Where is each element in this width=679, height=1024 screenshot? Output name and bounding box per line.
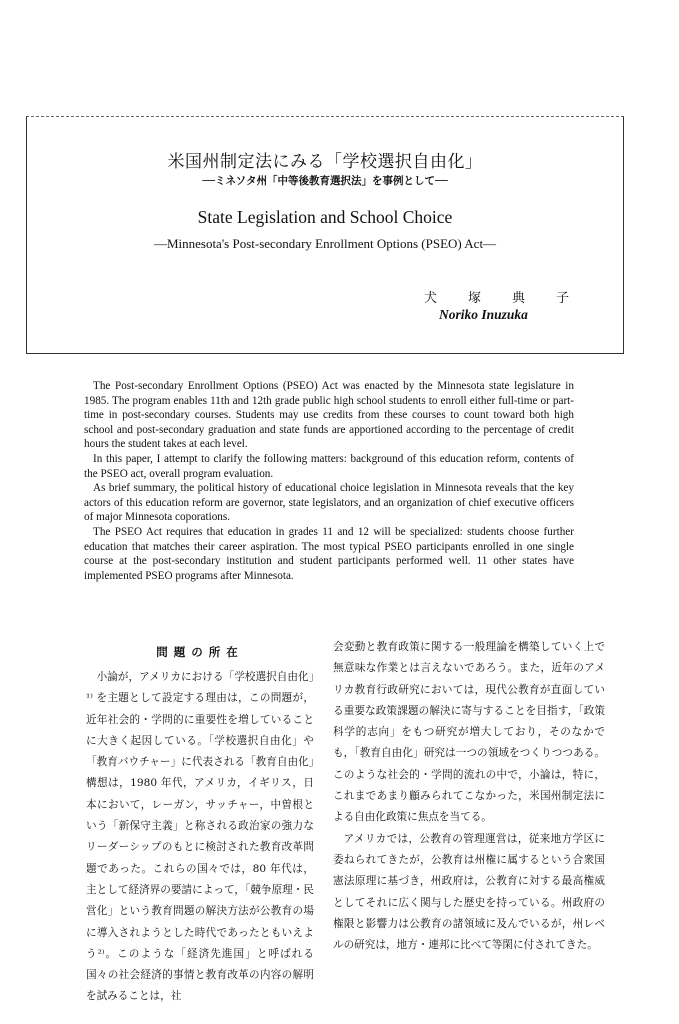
japanese-subtitle: ──ミネソタ州「中等後教育選択法」を事例として──	[202, 175, 448, 187]
author-name-english: Noriko Inuzuka	[439, 307, 528, 322]
body-paragraph: アメリカでは，公教育の管理運営は，従来地方学区に委ねられてきたが，公教育は州権に属するという合衆国憲法原理に基づき，州政府は，公教育に対する最高権威としてそれに広く関与した歴史を持っている。州政府の権限と影響力は公教育の諸領域に及んでいるが，州レベルの研究は，地方・連邦に比べて等閑に付されてきた。	[333, 832, 605, 952]
abstract-paragraph: In this paper, I attempt to clarify the following matters: background of this education reform, contents of the PSEO act, overall program evaluation.	[84, 452, 574, 480]
english-title: State Legislation and School Choice	[197, 207, 453, 227]
title-block	[26, 116, 624, 354]
english-subtitle: —Minnesota's Post-secondary Enrollment Options (PSEO) Act—	[153, 236, 497, 251]
author-char: 犬	[424, 291, 438, 306]
section-heading: 問題の所在	[156, 645, 244, 659]
author-name-japanese	[424, 287, 569, 306]
author-char: 子	[555, 291, 569, 306]
abstract-paragraph: The PSEO Act requires that education in grades 11 and 12 will be specialized: students choose further education that matches their career aspiration. The most typical PSEO participants enrolled in one single course at the post-secondary institution and student participants performed well. 11 other states have implemented PSEO programs after Minnesota.	[84, 525, 574, 582]
body-column-right	[333, 637, 605, 956]
japanese-title: 米国州制定法にみる「学校選択自由化」	[167, 152, 483, 172]
abstract-paragraph: As brief summary, the political history of educational choice legislation in Minnesota reveals that the key actors of this education reform are governor, state legislators, and an organization of chief executive officers of major Minnesota coporations.	[84, 482, 574, 524]
author-char: 塚	[467, 291, 481, 306]
body-paragraph: 小論が，アメリカにおける「学校選択自由化」¹⁾ を主題として設定する理由は，この問題が，近年社会的・学問的に重要性を増していることに大きく起因している。「学校選択自由化」や「教育バウチャー」に代表される「教育自由化」構想は，1980 年代，アメリカ，イギリス，日本において，レーガン，サッチャー，中曽根という「新保守主義」と称される政治家の強力なリーダーシップのもとに検討された教育改革問題であった。これらの国々では，80 年代は，主として経済界の要請によって，「競争原理・民営化」という教育問題の解決方法が公教育の場に導入されようとした時代であったともいえよう²⁾。このような「経済先進国」と呼ばれる国々の社会経済的事情と教育改革の内容の解明を試みることは，社	[86, 671, 314, 1003]
abstract-paragraph: The Post-secondary Enrollment Options (PSEO) Act was enacted by the Minnesota state legislature in 1985. The program enables 11th and 12th grade public high school students to enroll either full-time or part-time in post-secondary courses. Students may use credits from these courses to count toward both high school and post-secondary graduation and state funds are apportioned according to the percentage of credit hours the student takes at each level.	[84, 380, 574, 451]
body-column-left	[86, 640, 314, 1008]
abstract	[84, 379, 574, 583]
body-paragraph: 会変動と教育政策に関する一般理論を構築していく上で無意味な作業とは言えないであろう。また，近年のアメリカ教育行政研究においては，現代公教育が直面している重要な政策課題の解決に寄与することを目指す，「政策科学的志向」をもつ研究が増大しており，そのなかでも，「教育自由化」研究は一つの領域をつくりつつある。このような社会的・学問的流れの中で，小論は，特に，これまであまり顧みられてこなかった，米国州制定法による自由化政策に焦点を当てる。	[333, 641, 605, 824]
author-char: 典	[511, 291, 525, 306]
